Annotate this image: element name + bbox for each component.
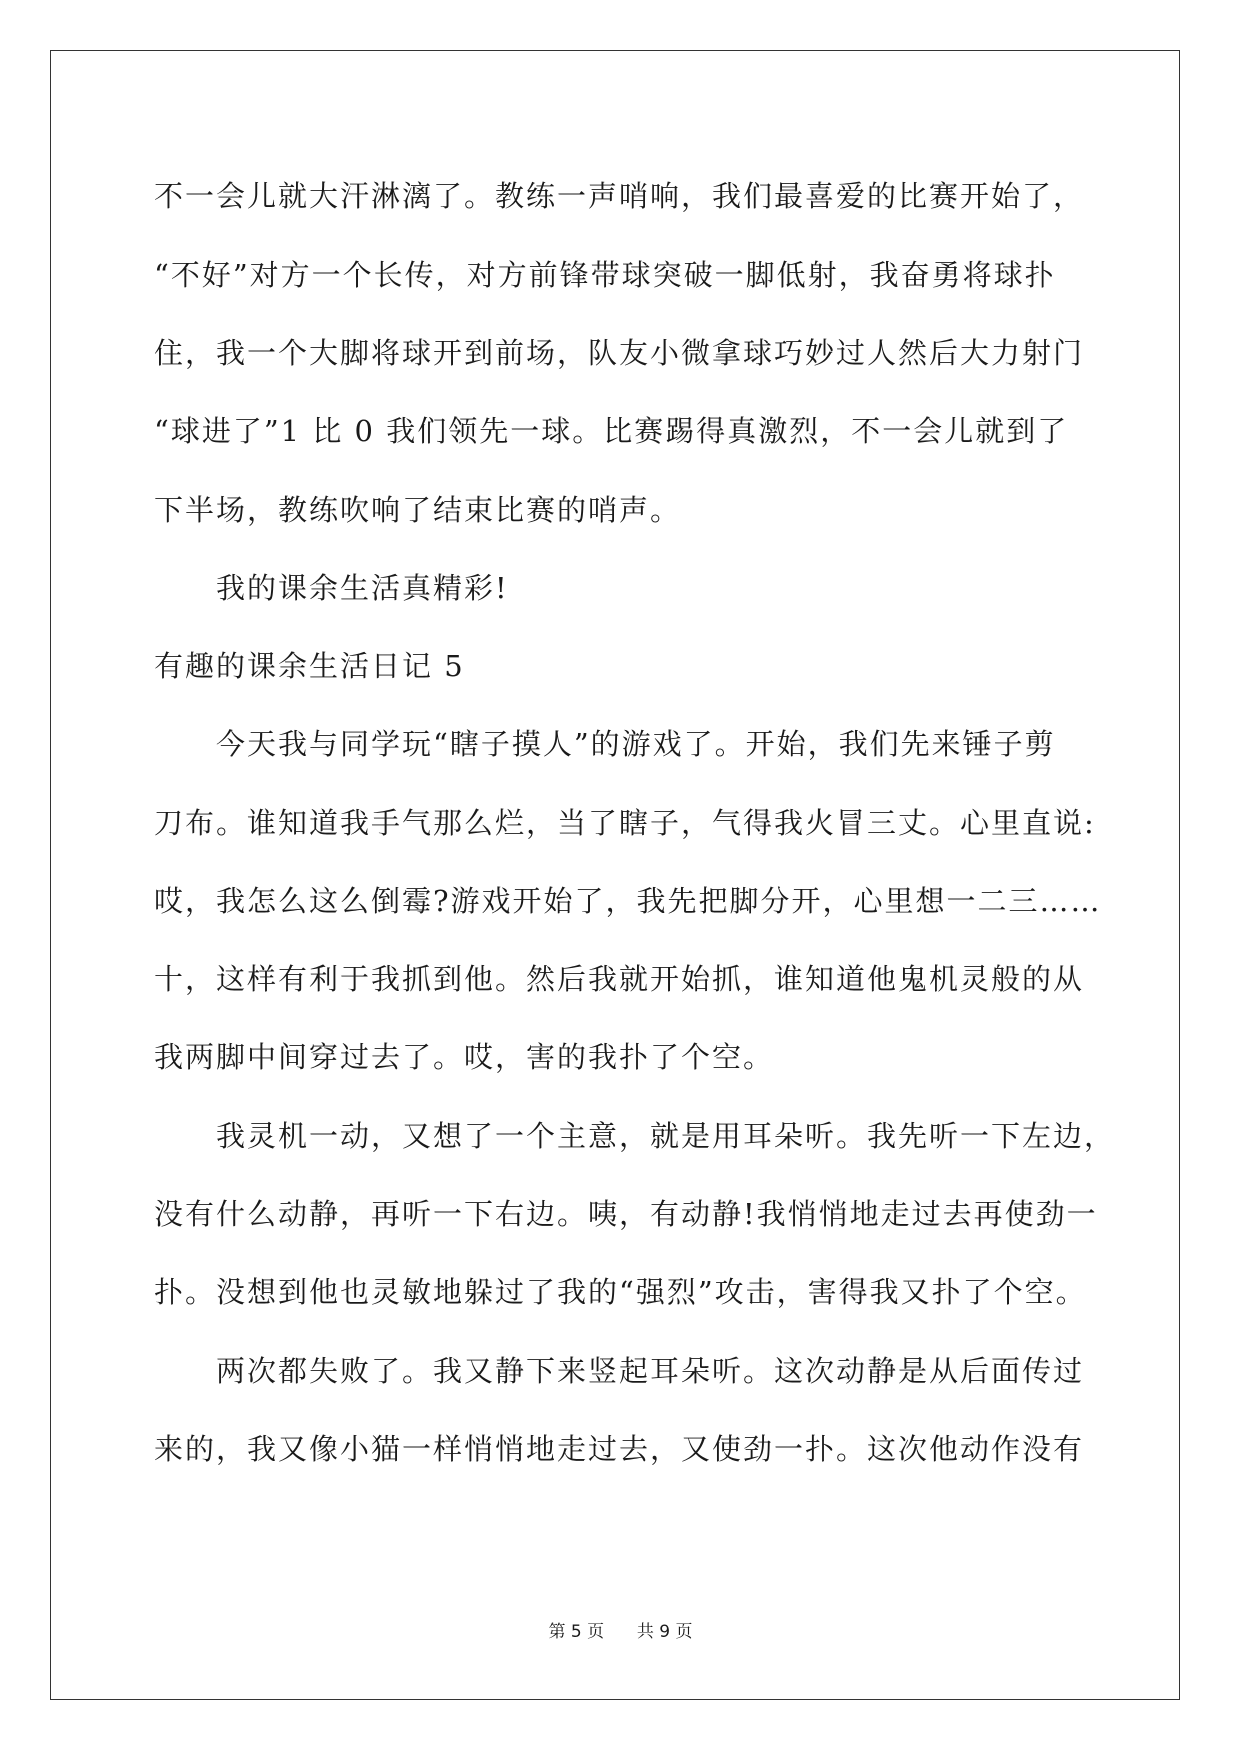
text-line: 哎，我怎么这么倒霉?游戏开始了，我先把脚分开，心里想一二三…… [154,884,1102,918]
text-line: 我的课余生活真精彩! [216,571,509,605]
text-line: 不一会儿就大汗淋漓了。教练一声哨响，我们最喜爱的比赛开始了， [154,179,1085,213]
text-line: “球进了”1 比 0 我们领先一球。比赛踢得真激烈，不一会儿就到了 [154,414,1069,448]
page-number: 第 5 页 [548,1622,605,1642]
text-line: “不好”对方一个长传，对方前锋带球突破一脚低射，我奋勇将球扑 [154,258,1056,292]
page-footer [0,1620,1241,1644]
text-line: 今天我与同学玩“瞎子摸人”的游戏了。开始，我们先来锤子剪 [216,727,1056,761]
text-line: 我灵机一动，又想了一个主意，就是用耳朵听。我先听一下左边， [216,1119,1116,1153]
section-heading: 有趣的课余生活日记 5 [154,649,465,683]
page-total: 共 9 页 [636,1622,693,1642]
text-line: 来的，我又像小猫一样悄悄地走过去，又使劲一扑。这次他动作没有 [154,1432,1085,1466]
text-line: 扑。没想到他也灵敏地躲过了我的“强烈”攻击，害得我又扑了个空。 [154,1275,1087,1309]
text-line: 十，这样有利于我抓到他。然后我就开始抓，谁知道他鬼机灵般的从 [154,962,1085,996]
text-line: 住，我一个大脚将球开到前场，队友小微拿球巧妙过人然后大力射门 [154,336,1085,370]
text-line: 没有什么动静，再听一下右边。咦，有动静!我悄悄地走过去再使劲一 [154,1197,1098,1231]
text-line: 刀布。谁知道我手气那么烂，当了瞎子，气得我火冒三丈。心里直说: [154,806,1096,840]
text-line: 我两脚中间穿过去了。哎，害的我扑了个空。 [154,1040,775,1074]
text-line: 下半场，教练吹响了结束比赛的哨声。 [154,493,682,527]
text-line: 两次都失败了。我又静下来竖起耳朵听。这次动静是从后面传过 [216,1354,1085,1388]
